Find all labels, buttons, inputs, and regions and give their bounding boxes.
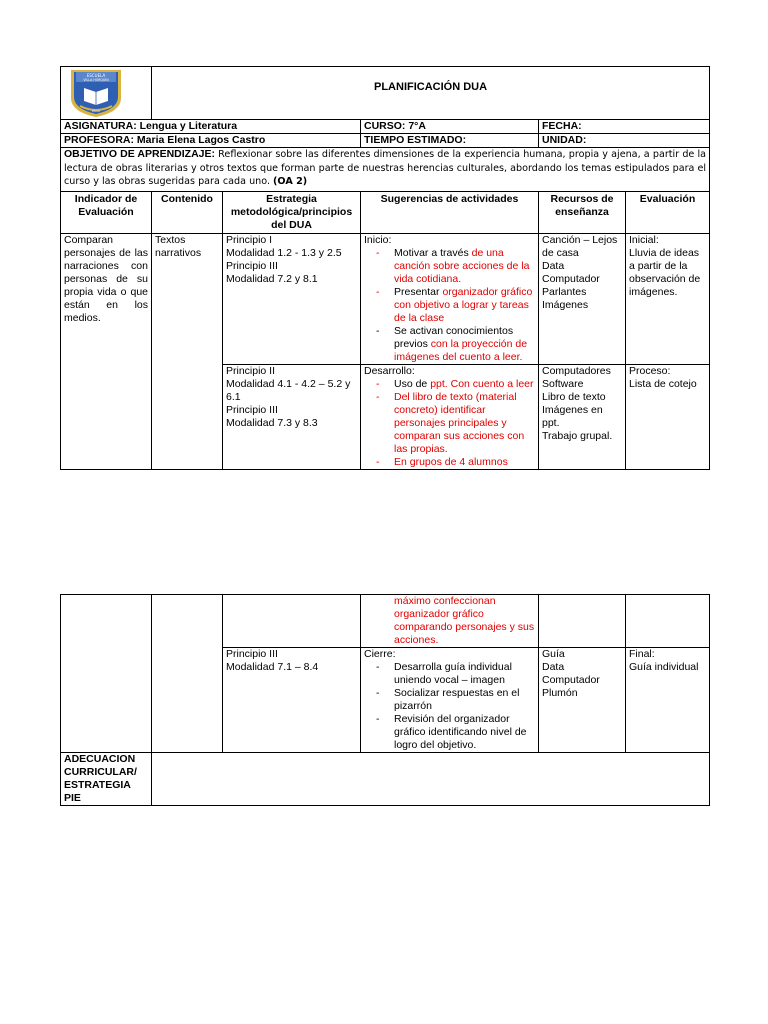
recursos-desarrollo [539, 364, 626, 469]
evaluacion-line: Final: [629, 648, 655, 660]
actividades-cierre [361, 648, 539, 753]
actividades-inicio [361, 233, 539, 364]
recursos-cierre [539, 648, 626, 753]
recurso-item: Imágenes en ppt. [542, 403, 603, 429]
recurso-item: Plumón [542, 687, 578, 699]
objetivo-label: OBJETIVO DE APRENDIZAJE: [64, 148, 215, 160]
desarrollo-label: Desarrollo: [364, 364, 415, 377]
adecuacion-curricular-label: ADECUACION CURRICULAR/ ESTRATEGIA PIE [61, 753, 152, 806]
cierre-label: Cierre: [364, 648, 396, 660]
evaluacion-line: Lluvia de ideas a partir de la observación de imágenes. [629, 246, 701, 298]
estrategia-cierre [223, 648, 361, 753]
evaluacion-cierre [626, 648, 710, 753]
inicio-label: Inicio: [364, 233, 392, 246]
evaluacion-desarrollo [626, 364, 710, 469]
page-title: PLANIFICACIÓN DUA [152, 67, 710, 120]
svg-text:ESCUELA: ESCUELA [86, 73, 106, 78]
activity-item: - Revisión del organizador gráfico identificando nivel de logro del objetivo. [364, 713, 535, 752]
evaluacion-inicio [626, 233, 710, 364]
planning-table-page-1 [60, 66, 710, 470]
recursos-inicio [539, 233, 626, 364]
recurso-item: Computadores [542, 364, 611, 377]
recurso-item: Data [542, 661, 565, 673]
estrategia-line: Modalidad 1.2 - 1.3 y 2.5 [226, 246, 342, 259]
estrategia-line: Modalidad 7.3 y 8.3 [226, 416, 318, 429]
activity-item: - Motivar a través de una canción sobre acciones de la vida cotidiana. [364, 247, 535, 286]
actividades-desarrollo [361, 364, 539, 469]
estrategia-line: Modalidad 7.1 – 8.4 [226, 661, 319, 673]
recurso-item: Canción – Lejos de casa [542, 233, 618, 259]
activity-item: - Uso de ppt. Con cuento a leer [364, 378, 535, 391]
objetivo-text: Reflexionar sobre las diferentes dimensiones de la experiencia humana, propia y ajena, a partir de la lectura de obras literarias y otros textos que forman parte de nuestras herencias culturales, abordando los temas estipulados para el curso y las obras sugeridas para cada uno. [64, 149, 707, 187]
adecuacion-curricular-value [152, 753, 710, 806]
tiempo-estimado: TIEMPO ESTIMADO: [361, 134, 539, 148]
activity-item: - Socializar respuestas en el pizarrón [364, 687, 535, 713]
recurso-item: Computador [542, 272, 600, 285]
svg-text:VILLA HORQUIN: VILLA HORQUIN [83, 78, 109, 82]
activity-item: - Presentar organizador gráfico con objetivo a lograr y tareas de la clase [364, 286, 535, 325]
activity-item: - En grupos de 4 alumnos [364, 456, 535, 469]
col-header-contenido: Contenido [152, 191, 223, 233]
estrategia-desarrollo [223, 364, 361, 469]
recurso-item: Software [542, 377, 584, 390]
recurso-item: Imágenes [542, 298, 589, 311]
evaluacion-line: Guía individual [629, 661, 699, 673]
recurso-item: Trabajo grupal. [542, 429, 613, 442]
actividades-continuacion: máximo confeccionan organizador gráfico comparando personajes y sus acciones. [361, 595, 539, 648]
profesora: PROFESORA: Maria Elena Lagos Castro [61, 134, 361, 148]
evaluacion-line: Proceso: [629, 364, 671, 377]
asignatura: ASIGNATURA: Lengua y Literatura [61, 120, 361, 134]
recurso-item: Computador [542, 674, 600, 686]
recurso-item: Libro de texto [542, 390, 606, 403]
estrategia-line: Modalidad 7.2 y 8.1 [226, 272, 318, 285]
estrategia-inicio [223, 233, 361, 364]
evaluacion-line: Inicial: [629, 233, 659, 246]
estrategia-line: Principio II [226, 364, 276, 377]
estrategia-line: Principio I [226, 233, 273, 246]
evaluacion-line: Lista de cotejo [629, 377, 697, 390]
estrategia-line: Modalidad 4.1 - 4.2 – 5.2 y 6.1 [226, 377, 351, 403]
activity-item: - Desarrolla guía individual uniendo vocal – imagen [364, 661, 535, 687]
col-header-indicador: Indicador de Evaluación [61, 191, 152, 233]
col-header-sugerencias: Sugerencias de actividades [361, 191, 539, 233]
contenido: Textos narrativos [152, 233, 223, 469]
indicador-evaluacion: Comparan personajes de las narraciones con personas de su propia vida o que están en los medios. [61, 233, 152, 469]
col-header-recursos: Recursos de enseñanza [539, 191, 626, 233]
activity-item: - Del libro de texto (material concreto) identificar personajes principales y comparan sus acciones con las propias. [364, 391, 535, 456]
estrategia-line: Principio III [226, 259, 278, 272]
col-header-estrategia: Estrategia metodológica/principios del DUA [223, 191, 361, 233]
curso: CURSO: 7°A [361, 120, 539, 134]
planning-table-page-2 [60, 594, 710, 806]
recurso-item: Data [542, 259, 565, 272]
estrategia-line: Principio III [226, 648, 278, 660]
activity-item: - Se activan conocimientos previos con la proyección de imágenes del cuento a leer. [364, 325, 535, 364]
objetivo-aprendizaje [61, 148, 710, 192]
svg-text:PAGO: PAGO [91, 109, 101, 113]
recurso-item: Guía [542, 648, 565, 660]
estrategia-line: Principio III [226, 403, 278, 416]
recurso-item: Parlantes [542, 285, 587, 298]
col-header-evaluacion: Evaluación [626, 191, 710, 233]
objetivo-code: (OA 2) [273, 176, 308, 187]
unidad: UNIDAD: [539, 134, 710, 148]
fecha: FECHA: [539, 120, 710, 134]
